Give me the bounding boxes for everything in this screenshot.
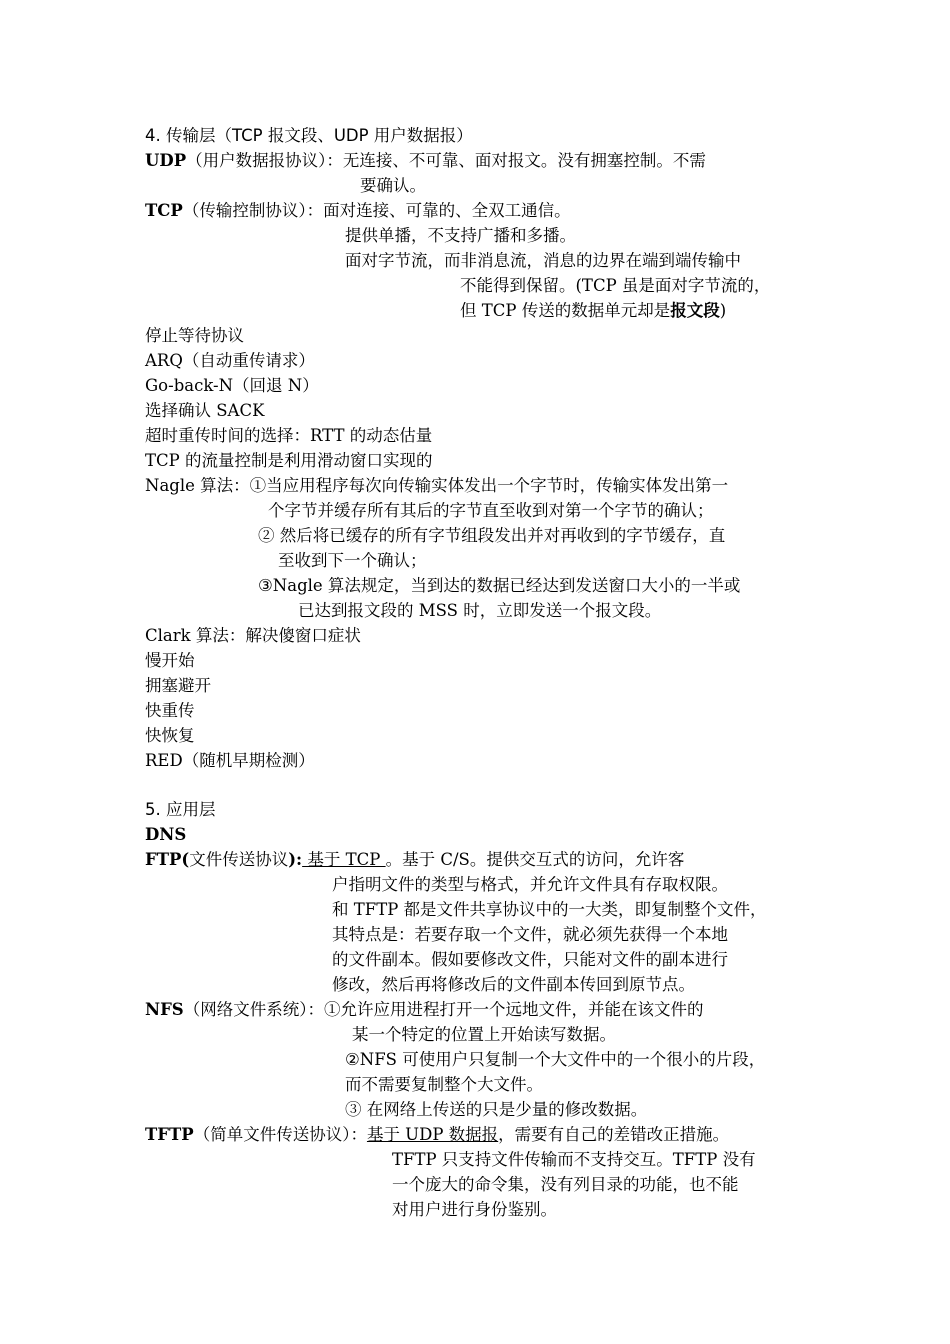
section-4-heading: 4. 传输层（TCP 报文段、UDP 用户数据报）: [145, 126, 473, 145]
tcp-line-2: 提供单播，不支持广播和多播。: [345, 226, 576, 245]
nagle-line-6: 已达到报文段的 MSS 时，立即发送一个报文段。: [298, 601, 662, 620]
tftp-paren: （简单文件传送协议）：: [193, 1125, 367, 1144]
nfs-line-1: [145, 998, 703, 1022]
tcp-line-5: [460, 299, 726, 323]
ftp-line-3: 和 TFTP 都是文件共享协议中的一大类，即复制整个文件，: [332, 900, 767, 919]
list-item: 快恢复: [145, 726, 195, 745]
ftp-line-1: [145, 848, 684, 872]
list-item: Go-back-N（回退 N）: [145, 376, 319, 395]
tftp-line-4: 对用户进行身份鉴别。: [392, 1200, 557, 1219]
tcp-segment-term: 报文段: [670, 301, 720, 320]
nfs-desc: （网络文件系统）：①允许应用进程打开一个远地文件，并能在该文件的: [183, 1000, 704, 1019]
ftp-based-on-tcp: 基于 TCP: [302, 850, 386, 869]
list-item: Clark 算法：解决傻窗口症状: [145, 626, 361, 645]
udp-line-1: [145, 149, 706, 173]
tftp-line-3: 一个庞大的命令集，没有列目录的功能，也不能: [392, 1175, 739, 1194]
nfs-line-5: ③ 在网络上传送的只是少量的修改数据。: [345, 1100, 648, 1119]
udp-desc: （用户数据报协议）：无连接、不可靠、面对报文。没有拥塞控制。不需: [186, 151, 706, 170]
tcp-line-5-text: 但 TCP 传送的数据单元却是: [460, 301, 671, 320]
ftp-desc: 。基于 C/S。提供交互式的访问，允许客: [385, 850, 685, 869]
list-item: 超时重传时间的选择：RTT 的动态估量: [145, 426, 433, 445]
tcp-line-5-close: ): [719, 301, 727, 320]
nfs-line-4: 而不需要复制整个大文件。: [345, 1075, 543, 1094]
nfs-line-3: ②NFS 可使用户只复制一个大文件中的一个很小的片段，: [345, 1050, 766, 1069]
list-item: 快重传: [145, 701, 195, 720]
tftp-based-on-udp: 基于 UDP 数据报: [366, 1125, 499, 1144]
ftp-close: ):: [288, 850, 303, 869]
tcp-term: TCP: [145, 201, 183, 220]
nagle-line-5: ③Nagle 算法规定，当到达的数据已经达到发送窗口大小的一半或: [258, 576, 741, 595]
list-item: 停止等待协议: [145, 326, 244, 345]
nagle-line-3: ② 然后将已缓存的所有字节组段发出并对再收到的字节缓存，直: [258, 526, 726, 545]
ftp-line-5: 的文件副本。假如要修改文件，只能对文件的副本进行: [332, 950, 728, 969]
dns-term: DNS: [145, 825, 187, 844]
tftp-line-1: [145, 1123, 729, 1147]
ftp-line-4: 其特点是：若要存取一个文件，就必须先获得一个本地: [332, 925, 728, 944]
list-item: ARQ（自动重传请求）: [145, 351, 315, 370]
nagle-line-2: 个字节并缓存所有其后的字节直至收到对第一个字节的确认；: [268, 501, 714, 520]
tcp-desc: （传输控制协议）：面对连接、可靠的、全双工通信。: [182, 201, 571, 220]
list-item: 选择确认 SACK: [145, 401, 265, 420]
nfs-line-2: 某一个特定的位置上开始读写数据。: [352, 1025, 616, 1044]
ftp-term: FTP(: [145, 850, 190, 869]
list-item: TCP 的流量控制是利用滑动窗口实现的: [145, 451, 433, 470]
ftp-line-6: 修改，然后再将修改后的文件副本传回到原节点。: [332, 975, 695, 994]
tcp-line-3: 面对字节流，而非消息流，消息的边界在端到端传输中: [345, 251, 741, 270]
tcp-line-1: [145, 199, 571, 223]
tcp-line-4: 不能得到保留。(TCP 虽是面对字节流的，: [460, 276, 771, 295]
list-item: RED（随机早期检测）: [145, 751, 315, 770]
tftp-desc: ，需要有自己的差错改正措施。: [498, 1125, 730, 1144]
ftp-paren: 文件传送协议: [189, 850, 289, 869]
section-5-heading: 5. 应用层: [145, 800, 216, 819]
nagle-line-4: 至收到下一个确认；: [278, 551, 427, 570]
tftp-term: TFTP: [145, 1125, 194, 1144]
udp-line-2: 要确认。: [360, 176, 426, 195]
udp-term: UDP: [145, 151, 187, 170]
nagle-line-1: Nagle 算法：①当应用程序每次向传输实体发出一个字节时，传输实体发出第一: [145, 476, 729, 495]
list-item: 慢开始: [145, 651, 195, 670]
list-item: 拥塞避开: [145, 676, 211, 695]
tftp-line-2: TFTP 只支持文件传输而不支持交互。TFTP 没有: [392, 1150, 756, 1169]
nfs-term: NFS: [145, 1000, 184, 1019]
ftp-line-2: 户指明文件的类型与格式，并允许文件具有存取权限。: [332, 875, 728, 894]
